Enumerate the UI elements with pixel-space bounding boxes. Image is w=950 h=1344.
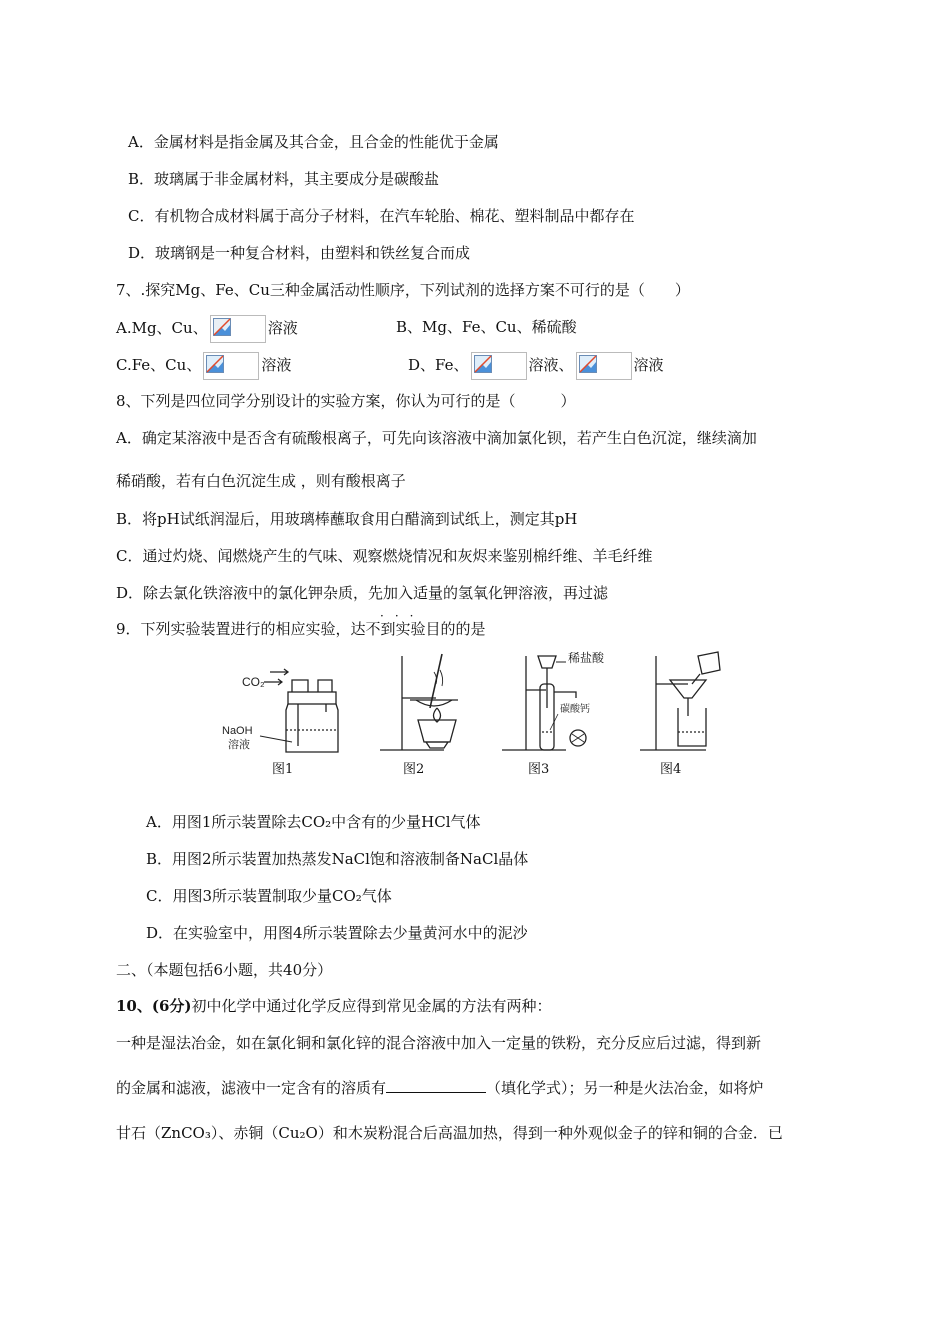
q6-option-c: C．有机物合成材料属于高分子材料，在汽车轮胎、棉花、塑料制品中都存在 <box>128 207 635 225</box>
q7-option-d <box>408 352 664 380</box>
figure-3-caption: 图3 <box>528 762 550 777</box>
q7-stem: 7、.探究Mg、Fe、Cu三种金属活动性顺序，下列试剂的选择方案不可行的是（ ） <box>116 281 690 299</box>
q10-stem: 初中化学中通过化学反应得到常见金属的方法有两种： <box>191 997 552 1015</box>
broken-image-icon <box>210 315 266 343</box>
q10-paragraph-line3: 甘石（ZnCO₃）、赤铜（Cu₂O）和木炭粉混合后高温加热，得到一种外观似金子的锌和铜的合金．已 <box>116 1124 783 1142</box>
answer-blank[interactable] <box>386 1078 486 1093</box>
fig1-naoh-label: NaOH <box>222 725 253 737</box>
q10-paragraph-line2 <box>116 1078 764 1098</box>
q9-option-a: A．用图1所示装置除去CO₂中含有的少量HCl气体 <box>146 813 481 831</box>
q7-c-prefix: C.Fe、Cu、 <box>116 356 202 374</box>
q9-option-c: C．用图3所示装置制取少量CO₂气体 <box>146 887 392 905</box>
q8-option-c: C．通过灼烧、闻燃烧产生的气味、观察燃烧情况和灰烬来鉴别棉纤维、羊毛纤维 <box>116 547 653 565</box>
q9-apparatus-figures <box>222 650 730 780</box>
figure-2-caption: 图2 <box>403 762 425 777</box>
q8-option-a-line1: A．确定某溶液中是否含有硫酸根离子，可先向该溶液中滴加氯化钡，若产生白色沉淀，继续滴加 <box>116 429 757 447</box>
q8-stem: 8、下列是四位同学分别设计的实验方案，你认为可行的是（ ） <box>116 392 576 410</box>
q8-option-a-line2: 稀硝酸，若有白色沉淀生成 ，则有酸根离子 <box>116 472 406 490</box>
q7-d-suffix: 溶液 <box>633 356 664 374</box>
figure-1-caption: 图1 <box>272 762 294 777</box>
q6-option-d: D．玻璃钢是一种复合材料，由塑料和铁丝复合而成 <box>128 244 471 262</box>
q10-number: 10、(6分) <box>116 997 192 1015</box>
q9-option-b: B．用图2所示装置加热蒸发NaCl饱和溶液制备NaCl晶体 <box>146 850 529 868</box>
figure-4-filtration <box>640 652 720 750</box>
fig3-acid-label: 稀盐酸 <box>568 651 605 665</box>
q7-d-mid: 溶液、 <box>528 356 574 374</box>
q7-option-b: B、Mg、Fe、Cu、稀硫酸 <box>396 318 577 336</box>
q7-c-suffix: 溶液 <box>261 356 292 374</box>
figure-2-evaporation <box>380 654 458 750</box>
broken-image-icon <box>203 352 259 380</box>
q7-a-suffix: 溶液 <box>267 319 298 337</box>
q7-option-a <box>116 315 298 343</box>
fig1-co2-label: CO₂ <box>242 675 265 689</box>
fig1-solution-label: 溶液 <box>228 739 250 751</box>
broken-image-icon <box>576 352 632 380</box>
figure-4-caption: 图4 <box>660 762 682 777</box>
emphasis-dots: ··· <box>380 609 425 623</box>
q9-stem: 9．下列实验装置进行的相应实验，达不到实验目的的是 <box>116 620 486 638</box>
section-2-heading: 二、（本题包括6小题，共40分） <box>116 961 333 979</box>
q7-a-prefix: A.Mg、Cu、 <box>116 319 208 337</box>
figure-3-gas-generation <box>502 656 586 750</box>
q9-option-d: D．在实验室中，用图4所示装置除去少量黄河水中的泥沙 <box>146 924 528 942</box>
q10-heading <box>116 996 552 1016</box>
q6-option-a: A．金属材料是指金属及其合金，且合金的性能优于金属 <box>128 133 499 151</box>
q7-d-prefix: D、Fe、 <box>408 356 469 374</box>
q10-paragraph-line1: 一种是湿法冶金，如在氯化铜和氯化锌的混合溶液中加入一定量的铁粉，充分反应后过滤，得到新 <box>116 1034 762 1052</box>
q6-option-b: B．玻璃属于非金属材料，其主要成分是碳酸盐 <box>128 170 440 188</box>
fig3-solid-label: 碳酸钙 <box>560 704 590 715</box>
broken-image-icon <box>471 352 527 380</box>
q8-option-d: D．除去氯化铁溶液中的氯化钾杂质，先加入适量的氢氧化钾溶液，再过滤 <box>116 584 609 602</box>
q10-line2-a: 的金属和滤液，滤液中一定含有的溶质有 <box>116 1079 387 1097</box>
q8-option-b: B．将pH试纸润湿后，用玻璃棒蘸取食用白醋滴到试纸上，测定其pH <box>116 510 578 528</box>
q10-line2-b: （填化学式）；另一种是火法冶金，如将炉 <box>486 1079 764 1097</box>
q7-option-c <box>116 352 291 380</box>
